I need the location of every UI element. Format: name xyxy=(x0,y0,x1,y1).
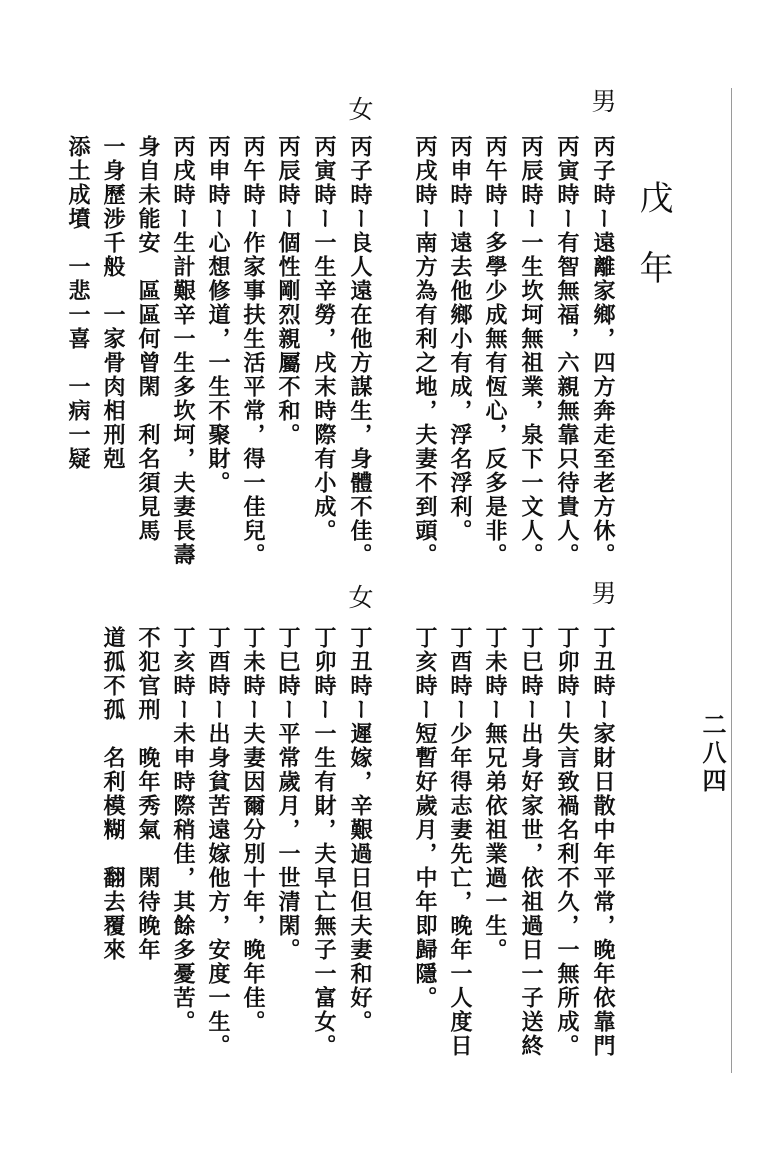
text-column: 丙子時ー良人遠在他方謀生，身體不佳。 xyxy=(347,135,373,567)
text-column: 丙辰時ー個性剛烈親屬不和。 xyxy=(275,135,301,447)
text-column: 不犯官刑 晚年秀氣 閑待晚年 xyxy=(135,626,161,962)
male-label-top: 男 xyxy=(588,88,617,115)
text-column: 丁卯時ー失言致禍名利不久，一無所成。 xyxy=(554,626,580,1058)
page-number: 二八四 xyxy=(698,712,727,796)
text-column: 丙子時ー遠離家鄉，四方奔走至老方休。 xyxy=(590,135,616,567)
text-column: 丙戌時ー南方為有利之地，夫妻不到頭。 xyxy=(412,135,438,567)
text-column: 丙寅時ー有智無福，六親無靠只待貴人。 xyxy=(554,135,580,567)
text-column: 丙申時ー心想修道，一生不聚財。 xyxy=(205,135,231,495)
text-column: 丁巳時ー出身好家世，依祖過日一子送終 xyxy=(518,626,544,1058)
text-column: 丁酉時ー少年得志妻先亡，晚年一人度日 xyxy=(447,626,473,1058)
text-column: 道孤不孤 名利模糊 翻去覆來 xyxy=(100,626,126,962)
text-column: 丁未時ー夫妻因爾分別十年，晚年佳。 xyxy=(240,626,266,1034)
text-column: 丙午時ー多學少成無有恆心，反多是非。 xyxy=(482,135,508,567)
page-margin-rule xyxy=(731,88,732,1073)
text-column: 丁亥時ー未申時際稍佳，其餘多憂苦。 xyxy=(170,626,196,1034)
text-column: 丙午時ー作家事扶生活平常，得一佳兒。 xyxy=(240,135,266,567)
text-column: 丁卯時ー一生有財，夫早亡無子一富女。 xyxy=(311,626,337,1058)
text-column: 丁亥時ー短暫好歲月，中年即歸隱。 xyxy=(412,626,438,1010)
text-column: 丁丑時ー遲嫁，辛艱過日但夫妻和好。 xyxy=(347,626,373,1034)
text-column: 丙辰時ー一生坎坷無祖業，泉下一文人。 xyxy=(518,135,544,567)
text-column: 丙申時ー遠去他鄉小有成，浮名浮利。 xyxy=(447,135,473,543)
female-label-top: 女 xyxy=(345,96,374,123)
text-column: 丁酉時ー出身貧苦遠嫁他方，安度一生。 xyxy=(205,626,231,1058)
male-label-bottom: 男 xyxy=(588,580,617,607)
text-column: 丙寅時ー一生辛勞，戌末時際有小成。 xyxy=(311,135,337,543)
female-label-bottom: 女 xyxy=(345,584,374,611)
text-column: 丁丑時ー家財日散中年平常，晚年依靠門 xyxy=(590,626,616,1058)
text-column: 身自未能安 區區何曾閑 利名須見馬 xyxy=(135,135,161,543)
text-column: 丁巳時ー平常歲月，一世清閑。 xyxy=(275,626,301,962)
text-column: 丙戌時ー生計艱辛一生多坎坷，夫妻長壽 xyxy=(170,135,196,567)
page-title: 戊年 xyxy=(633,180,673,320)
text-column: 添土成墳 一悲一喜 一病一疑 xyxy=(65,135,91,471)
text-column: 丁未時ー無兄弟依祖業過一生。 xyxy=(482,626,508,962)
text-column: 一身歷涉千般 一家骨肉相刑剋 xyxy=(100,135,126,471)
